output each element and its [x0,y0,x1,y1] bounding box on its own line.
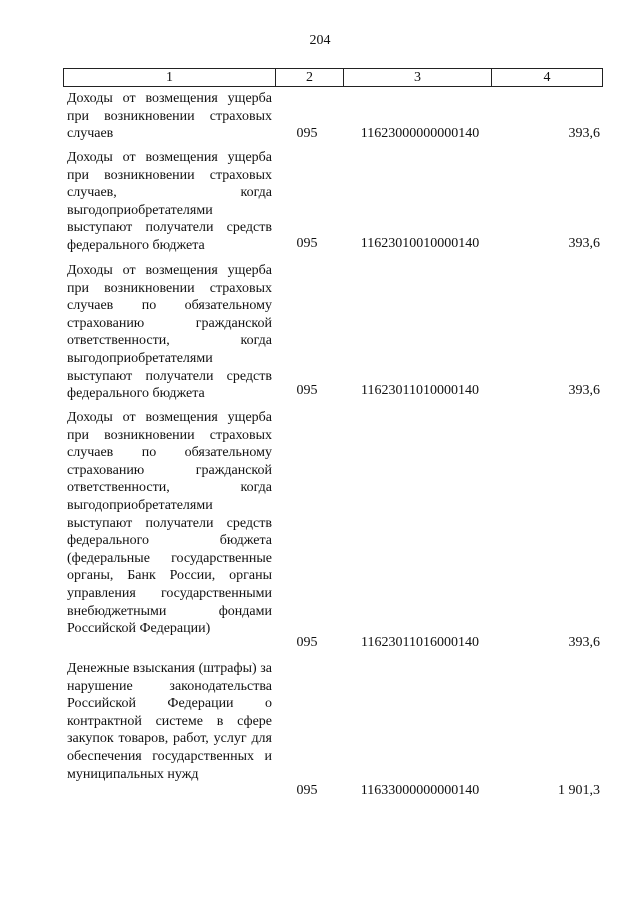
table-header [63,68,603,87]
row-admin-code: 095 [296,783,318,798]
row-admin-code: 095 [296,383,318,398]
row-description: Денежные взыскания (штрафы) за нарушение законодательства Российской Федерации о контрактной системе в сфере закупок товаров, работ, услуг для обеспечения государственных и муниципальных нужд [67,661,272,782]
header-col-4: 4 [543,70,551,85]
row-amount: 393,6 [568,236,600,251]
row-amount: 393,6 [568,635,600,650]
header-col-1: 1 [64,69,276,86]
row-amount: 393,6 [568,383,600,398]
header-col-3: 3 [344,69,492,86]
row-description: Доходы от возмещения ущерба при возникновении страховых случаев по обязательному страхованию гражданской ответственности, когда выгодоприобретателями выступают получатели средств федерального бюджета (федеральные государственные органы, Банк России, органы управления государственными внебюджетными фондами Российской Федерации) [67,410,272,637]
row-kbk-code: 11623000000000140 [360,126,480,141]
row-admin-code: 095 [296,126,318,141]
row-kbk-code: 11623010010000140 [360,236,480,251]
row-admin-code: 095 [296,635,318,650]
row-kbk-code: 11623011016000140 [361,635,479,650]
row-kbk-code: 11623011010000140 [361,383,479,398]
row-kbk-code: 11633000000000140 [360,783,480,798]
row-amount: 393,6 [568,126,600,141]
header-col-2: 2 [276,69,344,86]
row-description: Доходы от возмещения ущерба при возникновении страховых случаев, когда выгодоприобретателями выступают получатели средств федерального бюджета [67,150,272,253]
row-amount: 1 901,3 [558,783,600,798]
row-admin-code: 095 [296,236,318,251]
page-number: 204 [309,33,331,48]
row-description: Доходы от возмещения ущерба при возникновении страховых случаев [67,91,272,142]
row-description: Доходы от возмещения ущерба при возникновении страховых случаев по обязательному страхованию гражданской ответственности, когда выгодоприобретателями выступают получатели средств федерального бюджета [67,263,272,402]
